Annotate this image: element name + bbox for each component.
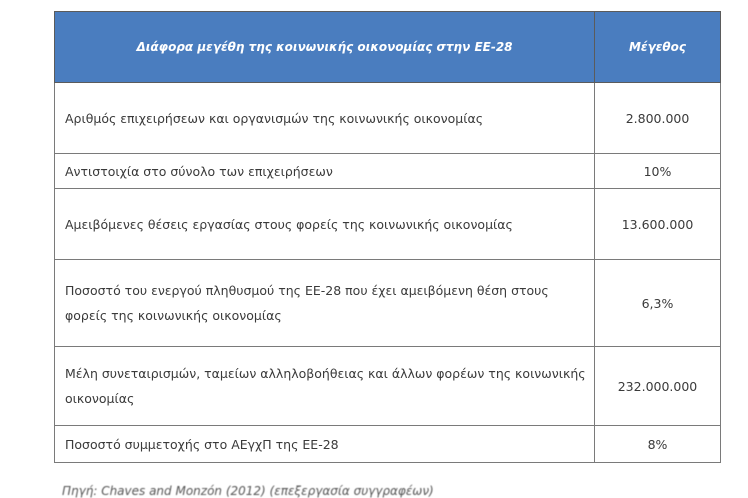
row-value: 232.000.000 <box>595 347 721 426</box>
row-label: Αμειβόμενες θέσεις εργασίας στους φορείς της κοινωνικής οικονομίας <box>55 189 595 260</box>
table-row <box>55 347 721 426</box>
table-row <box>55 154 721 189</box>
row-value: 13.600.000 <box>595 189 721 260</box>
table-header-description: Διάφορα μεγέθη της κοινωνικής οικονομίας στην ΕΕ-28 <box>55 12 595 83</box>
row-label: Ποσοστό του ενεργού πληθυσμού της ΕΕ-28 που έχει αμειβόμενη θέση στους φορείς της κοινωνικής οικονομίας <box>55 260 595 347</box>
row-value: 6,3% <box>595 260 721 347</box>
table-row <box>55 426 721 463</box>
table-header-row <box>55 12 721 83</box>
row-label: Μέλη συνεταιρισμών, ταμείων αλληλοβοήθειας και άλλων φορέων της κοινωνικής οικονομίας <box>55 347 595 426</box>
table-row <box>55 189 721 260</box>
table-row <box>55 83 721 154</box>
row-label: Αντιστοιχία στο σύνολο των επιχειρήσεων <box>55 154 595 189</box>
row-value: 10% <box>595 154 721 189</box>
row-value: 2.800.000 <box>595 83 721 154</box>
social-economy-table <box>54 11 721 463</box>
table-row <box>55 260 721 347</box>
row-label: Αριθμός επιχειρήσεων και οργανισμών της κοινωνικής οικονομίας <box>55 83 595 154</box>
row-label: Ποσοστό συμμετοχής στο ΑΕγχΠ της ΕΕ-28 <box>55 426 595 463</box>
row-value: 8% <box>595 426 721 463</box>
table-header-size: Μέγεθος <box>595 12 721 83</box>
table-source-caption: Πηγή: Chaves and Monzón (2012) (επεξεργασία συγγραφέων) <box>62 484 434 498</box>
